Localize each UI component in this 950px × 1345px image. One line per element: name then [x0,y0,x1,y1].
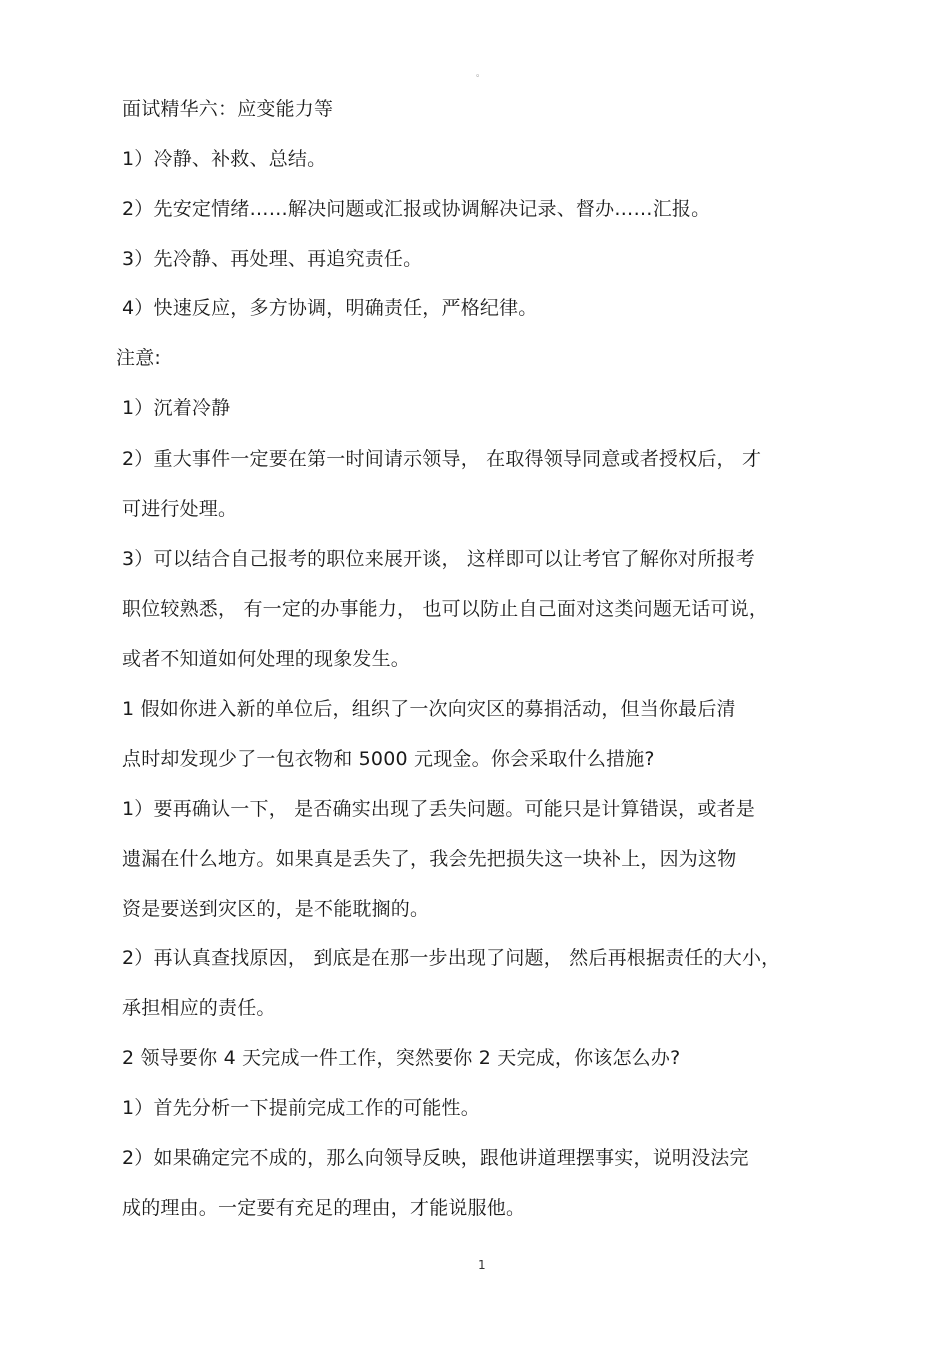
answer-item: 2）如果确定完不成的，那么向领导反映，跟他讲道理摆事实，说明没法完 [122,1147,749,1169]
list-item: 2）重大事件一定要在第一时间请示领导， 在取得领导同意或者授权后， 才 [122,448,762,470]
answer-continuation: 承担相应的责任。 [122,997,276,1019]
list-item: 1）冷静、补救、总结。 [122,148,327,170]
list-item-continuation: 职位较熟悉， 有一定的办事能力， 也可以防止自己面对这类问题无话可说， [122,598,769,620]
question: 1 假如你进入新的单位后，组织了一次向灾区的募捐活动，但当你最后清 [122,698,736,720]
list-item: 2）先安定情绪……解决问题或汇报或协调解决记录、督办……汇报。 [122,198,711,220]
notice-heading: 注意: [116,347,162,369]
question: 2 领导要你 4 天完成一件工作，突然要你 2 天完成，你该怎么办? [122,1047,681,1069]
list-item-continuation: 可进行处理。 [122,498,238,520]
list-item: 3）先冷静、再处理、再追究责任。 [122,248,423,270]
page-number: 1 [478,1258,486,1272]
answer-continuation: 成的理由。一定要有充足的理由，才能说服他。 [122,1197,526,1219]
header-mark: 。 [476,69,486,79]
answer-continuation: 遗漏在什么地方。如果真是丢失了，我会先把损失这一块补上，因为这物 [122,848,737,870]
answer-continuation: 资是要送到灾区的，是不能耽搁的。 [122,898,430,920]
answer-item: 2）再认真查找原因， 到底是在那一步出现了问题， 然后再根据责任的大小， [122,947,781,969]
question-continuation: 点时却发现少了一包衣物和 5000 元现金。你会采取什么措施? [122,748,655,770]
answer-item: 1）要再确认一下， 是否确实出现了丢失问题。可能只是计算错误，或者是 [122,798,755,820]
list-item: 1）沉着冷静 [122,397,231,419]
section-title: 面试精华六：应变能力等 [122,98,334,120]
answer-item: 1）首先分析一下提前完成工作的可能性。 [122,1097,480,1119]
list-item: 4）快速反应，多方协调，明确责任，严格纪律。 [122,297,538,319]
list-item: 3）可以结合自己报考的职位来展开谈， 这样即可以让考官了解你对所报考 [122,548,755,570]
list-item-continuation: 或者不知道如何处理的现象发生。 [122,648,411,670]
